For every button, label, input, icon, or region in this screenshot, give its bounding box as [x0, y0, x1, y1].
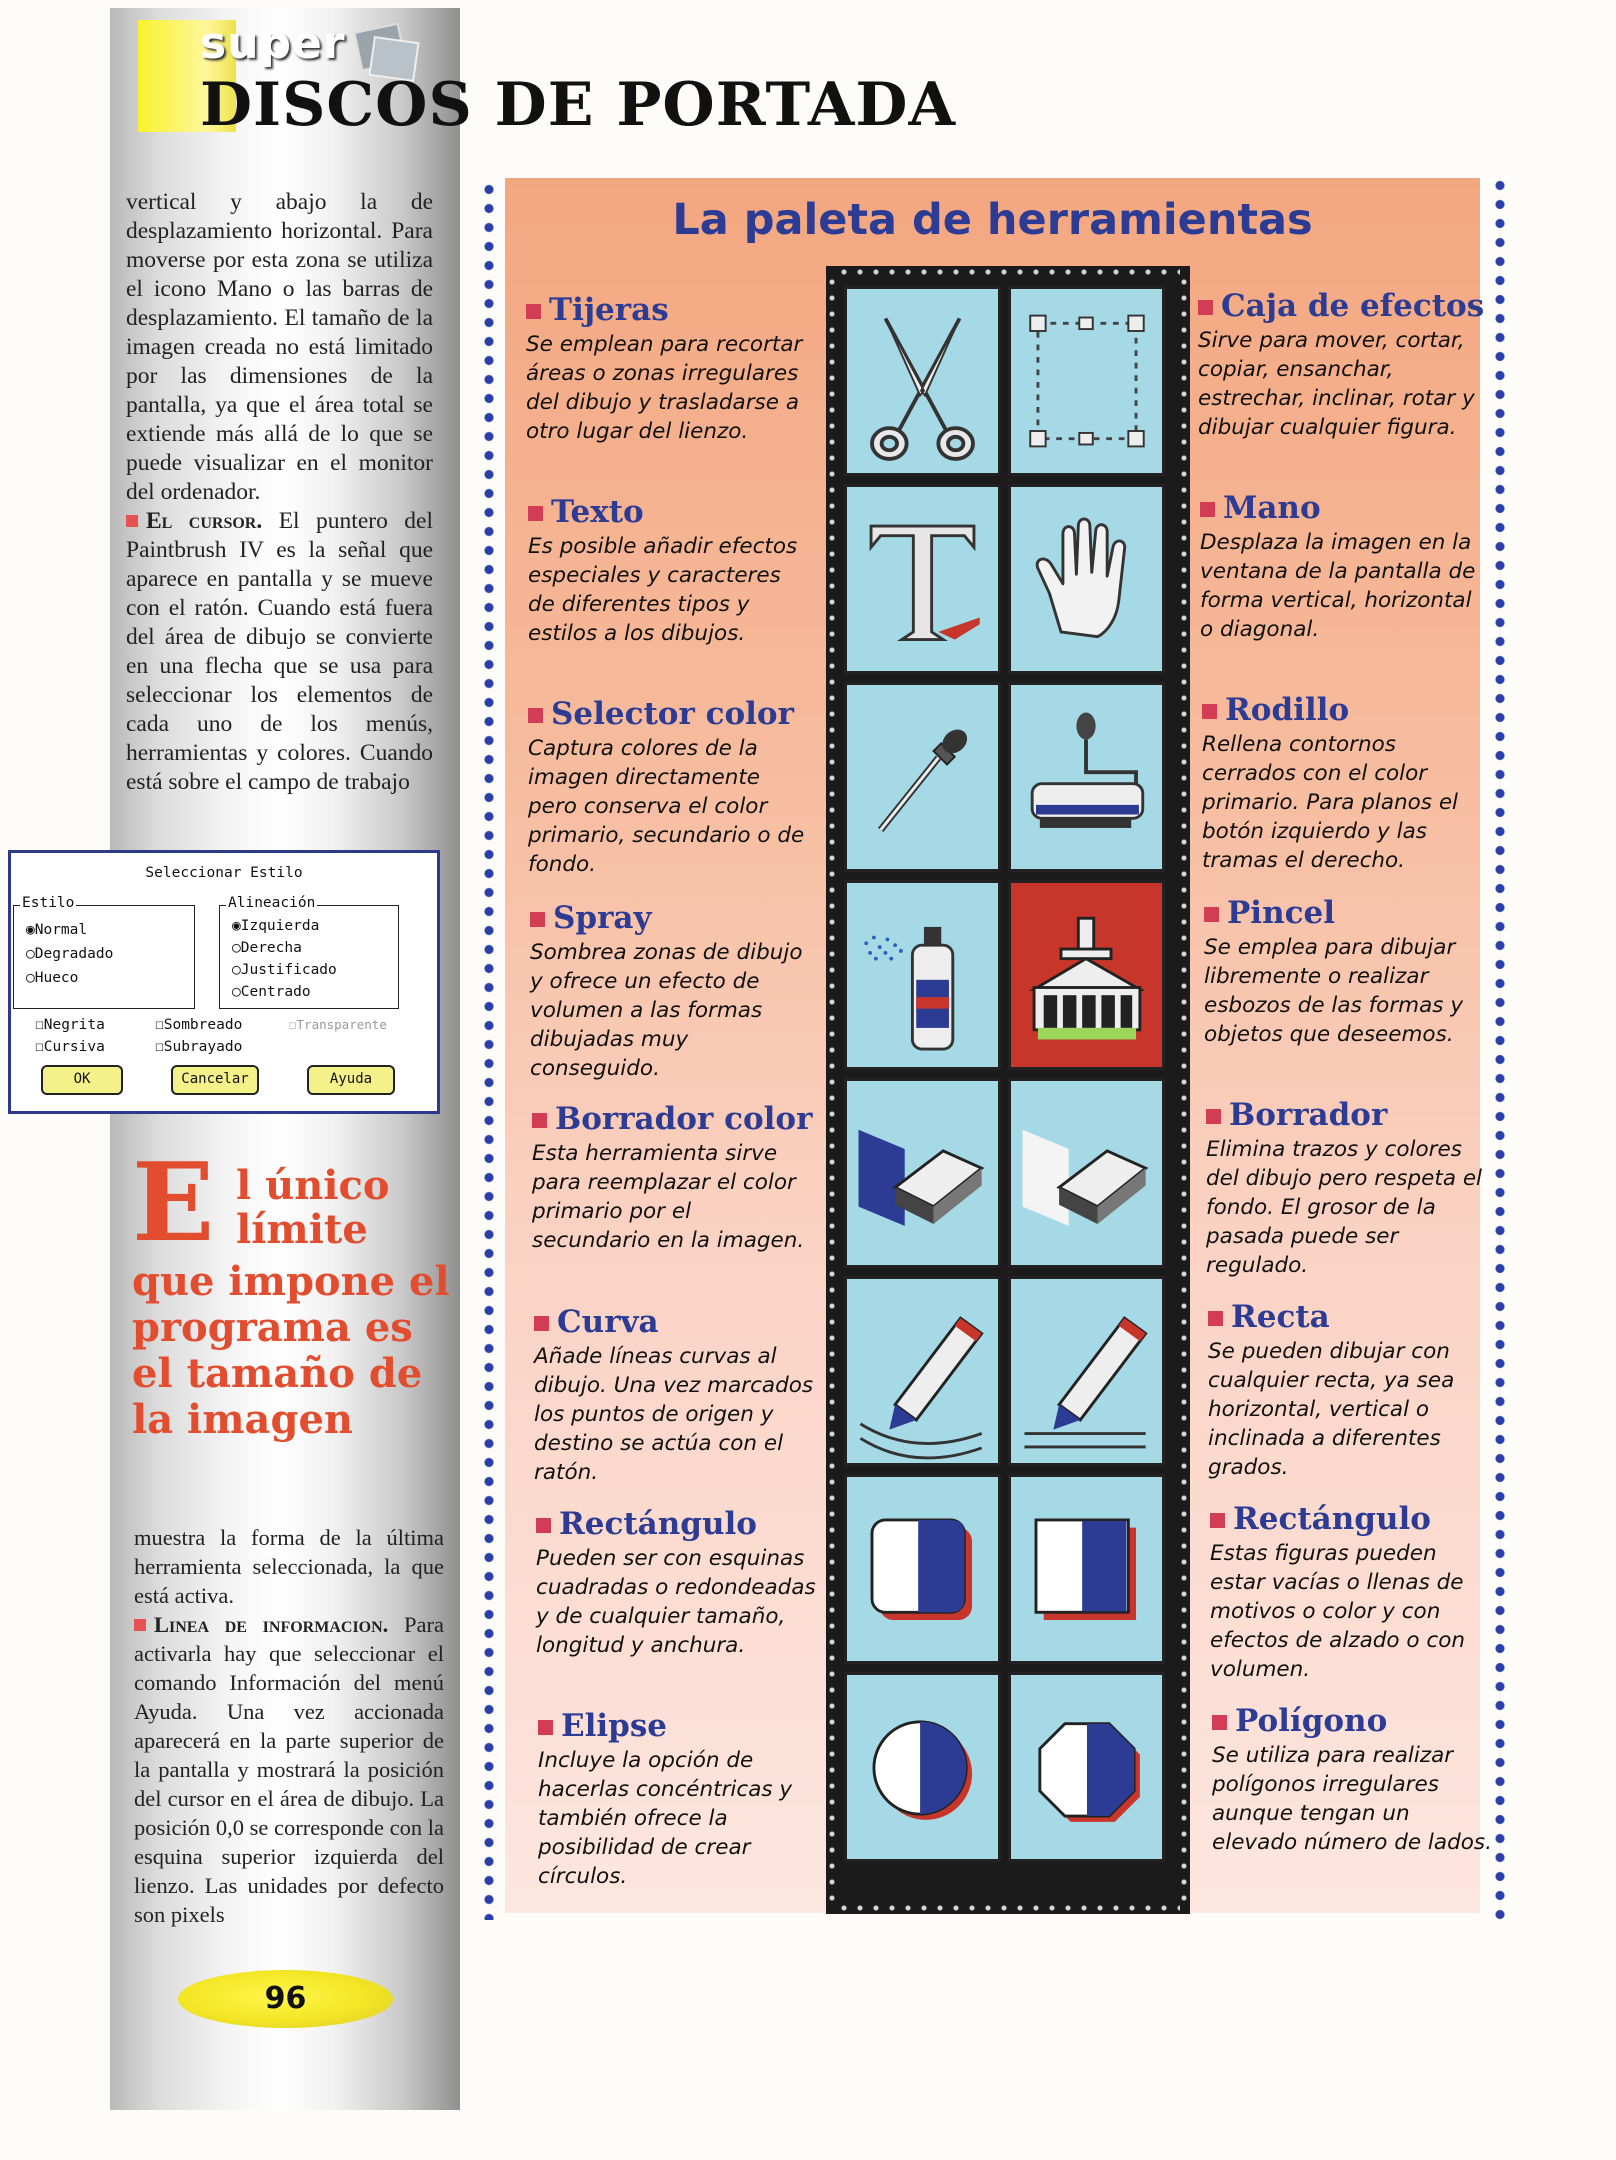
line-icon — [1011, 1279, 1162, 1463]
tool-curve[interactable] — [844, 1276, 1001, 1466]
bullet-square — [530, 912, 545, 927]
entry-description: Se emplean para recortar áreas o zonas irregulares del dibujo y trasladarse a otro lugar del lienzo. — [526, 332, 803, 444]
entry-title: Texto — [551, 494, 644, 530]
tool-filled-rectangle[interactable] — [1008, 1474, 1165, 1664]
entry-curva — [534, 1304, 814, 1487]
entry-title: Rectángulo — [1233, 1501, 1431, 1537]
panel-title: La paleta de herramientas — [672, 195, 1313, 245]
alignment-group — [219, 895, 399, 1009]
scissors-icon — [847, 289, 998, 473]
hand-icon — [1011, 487, 1162, 671]
radio-derecha[interactable]: ○Derecha — [232, 940, 302, 956]
radio-centrado[interactable]: ○Centrado — [232, 984, 311, 1000]
entry-title: Recta — [1231, 1299, 1330, 1335]
text-icon — [847, 487, 998, 671]
entry-title: Tijeras — [549, 292, 669, 328]
dotted-border-right — [1494, 176, 1506, 1920]
ellipse-icon — [847, 1675, 998, 1859]
tool-polygon[interactable] — [1008, 1672, 1165, 1862]
tool-color-picker[interactable] — [844, 682, 1001, 872]
ok-button[interactable]: OK — [41, 1065, 123, 1095]
entry-mano — [1200, 490, 1480, 644]
bullet-square — [532, 1113, 547, 1128]
bullet-square — [526, 304, 541, 319]
tool-rectangle[interactable] — [844, 1474, 1001, 1664]
entry-title: Spray — [553, 900, 652, 936]
tool-palette — [826, 266, 1190, 1914]
brush-icon — [1011, 883, 1162, 1067]
bullet-square — [126, 515, 138, 527]
paragraph-text: El puntero del Paintbrush IV es la señal que aparece en pantalla y se mueve con el ratón. Cuando está fuera del área de dibujo se convierte en una flecha que se usa para seleccionar los elementos de cada uno de los menús, herramientas y colores. Cuando está sobre el campo de trabajo — [126, 508, 433, 795]
page-number: 96 — [178, 1970, 393, 2028]
radio-hueco[interactable]: ○Hueco — [26, 970, 79, 986]
entry-description: Captura colores de la imagen directamente pero conserva el color primario, secundario o de fondo. — [528, 736, 805, 877]
entry-title: Curva — [557, 1304, 659, 1340]
entry-title: Rectángulo — [559, 1506, 757, 1542]
entry-description: Se emplea para dibujar libremente o realizar esbozos de las formas y objetos que deseemos. — [1204, 935, 1464, 1047]
bullet-square — [1198, 300, 1213, 315]
entry-description: Se pueden dibujar con cualquier recta, ya sea horizontal, vertical o inclinada a diferentes grados. — [1208, 1339, 1455, 1480]
checkbox-cursiva[interactable]: ☐Cursiva — [35, 1039, 105, 1055]
checkbox-sombreado[interactable]: ☐Sombreado — [155, 1017, 243, 1033]
brand-super: super — [200, 18, 346, 69]
entry-title: Pincel — [1227, 895, 1336, 931]
color-eraser-icon — [847, 1081, 998, 1265]
bullet-square — [1200, 502, 1215, 517]
entry-tijeras — [526, 292, 806, 446]
entry-title: Elipse — [561, 1708, 668, 1744]
cancel-button[interactable]: Cancelar — [171, 1065, 259, 1095]
entry-borrador — [1206, 1097, 1486, 1280]
entry-recta — [1208, 1299, 1488, 1482]
tool-spray[interactable] — [844, 880, 1001, 1070]
entry-description: Esta herramienta sirve para reemplazar el color primario por el secundario en la imagen. — [532, 1141, 805, 1253]
eraser-icon — [1011, 1081, 1162, 1265]
quote-rest: que impone el programa es el tamaño de la imagen — [132, 1258, 450, 1443]
bullet-square — [538, 1720, 553, 1735]
effects-box-icon — [1011, 289, 1162, 473]
dotted-border-left — [483, 180, 495, 1920]
paragraph — [134, 1610, 444, 1929]
polygon-icon — [1011, 1675, 1162, 1859]
tool-ellipse[interactable] — [844, 1672, 1001, 1862]
checkbox-transparente[interactable]: ☐Transparente — [289, 1017, 387, 1032]
tool-eraser[interactable] — [1008, 1078, 1165, 1268]
entry-description: Estas figuras pueden estar vacías o llenas de motivos o color y con efectos de alzado o con volumen. — [1210, 1541, 1466, 1682]
entry-title: Borrador color — [555, 1101, 813, 1137]
checkbox-subrayado[interactable]: ☐Subrayado — [155, 1039, 243, 1055]
entry-rectangulo-left — [536, 1506, 816, 1660]
entry-title: Borrador — [1229, 1097, 1388, 1133]
entry-texto — [528, 494, 808, 648]
style-group-label: Estilo — [22, 895, 75, 911]
tool-effects-box[interactable] — [1008, 286, 1165, 476]
radio-degradado[interactable]: ○Degradado — [26, 946, 114, 962]
entry-pincel — [1204, 895, 1484, 1049]
left-column-bottom — [134, 1523, 444, 1929]
bullet-square — [528, 506, 543, 521]
radio-normal[interactable]: ◉Normal — [26, 922, 88, 938]
tool-color-eraser[interactable] — [844, 1078, 1001, 1268]
bullet-square — [534, 1316, 549, 1331]
bullet-square — [528, 708, 543, 723]
tool-brush[interactable] — [1008, 880, 1165, 1070]
entry-title: Mano — [1223, 490, 1321, 526]
entry-description: Sombrea zonas de dibujo y ofrece un efecto de volumen a las formas dibujadas muy conseguido. — [530, 940, 803, 1081]
quote-line-2: límite — [236, 1206, 368, 1253]
paragraph: vertical y abajo la de desplazamiento horizontal. Para moverse por esta zona se utiliza el icono Mano o las barras de desplazamiento. El tamaño de la imagen creada no está limitado por las dimensiones de la pantalla, ya que el área total se extiende más allá de lo que se puede visualizar en el monitor del ordenador. — [126, 189, 433, 505]
entry-rectangulo-right — [1210, 1501, 1490, 1684]
checkbox-negrita[interactable]: ☐Negrita — [35, 1017, 105, 1033]
left-column-top — [126, 188, 433, 797]
bullet-square — [536, 1518, 551, 1533]
entry-description: Es posible añadir efectos especiales y caracteres de diferentes tipos y estilos a los dibujos. — [528, 534, 798, 646]
entry-description: Elimina trazos y colores del dibujo pero respeta el fondo. El grosor de la pasada puede ser regulado. — [1206, 1137, 1483, 1278]
paragraph: muestra la forma de la última herramienta seleccionada, la que está activa. — [134, 1525, 444, 1608]
select-style-dialog — [8, 850, 440, 1114]
entry-description: Pueden ser con esquinas cuadradas o redondeadas y de cualquier tamaño, longitud y anchura. — [536, 1546, 816, 1658]
entry-title: Polígono — [1235, 1703, 1388, 1739]
entry-spray — [530, 900, 810, 1083]
paragraph-text: Para activarla hay que seleccionar el comando Información del menú Ayuda. Una vez accionada aparecerá en la parte superior de la pantalla y mostrará la posición del cursor en el área de dibujo. La posición 0,0 se corresponde con la esquina superior izquierda del lienzo. Las unidades por defecto son pixels — [134, 1612, 444, 1927]
entry-description: Desplaza la imagen en la ventana de la pantalla de forma vertical, horizontal o diagonal. — [1200, 530, 1476, 642]
entry-description: Incluye la opción de hacerlas concéntricas y también ofrece la posibilidad de crear círculos. — [538, 1748, 793, 1889]
radio-justificado[interactable]: ○Justificado — [232, 962, 337, 978]
style-group — [13, 895, 195, 1009]
bullet-square — [1208, 1311, 1223, 1326]
entry-description: Sirve para mover, cortar, copiar, ensanchar, estrechar, inclinar, rotar y dibujar cualquier figura. — [1198, 328, 1475, 440]
tool-text[interactable] — [844, 484, 1001, 674]
curve-icon — [847, 1279, 998, 1463]
paragraph-lead: Linea de informacion. — [154, 1612, 389, 1637]
entry-description: Rellena contornos cerrados con el color primario. Para planos el botón izquierdo y las tramas el derecho. — [1202, 732, 1459, 873]
entry-title: Selector color — [551, 696, 794, 732]
page-title: DISCOS DE PORTADA — [200, 70, 957, 140]
entry-caja-de-efectos — [1198, 288, 1485, 442]
help-button[interactable]: Ayuda — [307, 1065, 395, 1095]
entry-elipse — [538, 1708, 818, 1891]
bullet-square — [1202, 704, 1217, 719]
entry-title: Rodillo — [1225, 692, 1350, 728]
dialog-title: Seleccionar Estilo — [145, 865, 303, 881]
entry-rodillo — [1202, 692, 1482, 875]
bullet-square — [1206, 1109, 1221, 1124]
alignment-group-label: Alineación — [228, 895, 316, 911]
tool-line[interactable] — [1008, 1276, 1165, 1466]
filled-rectangle-icon — [1011, 1477, 1162, 1661]
quote-line-1: l único — [236, 1162, 390, 1209]
bullet-square — [1212, 1715, 1227, 1730]
paint-roller-icon — [1011, 685, 1162, 869]
tool-hand[interactable] — [1008, 484, 1165, 674]
bullet-square — [1204, 907, 1219, 922]
rectangle-icon — [847, 1477, 998, 1661]
entry-title: Caja de efectos — [1221, 288, 1485, 324]
entry-selector-color — [528, 696, 808, 879]
paragraph — [126, 507, 433, 797]
tool-scissors[interactable] — [844, 286, 1001, 476]
entry-borrador-color — [532, 1101, 812, 1255]
drop-cap: E — [132, 1140, 215, 1266]
entry-poligono — [1212, 1703, 1492, 1857]
paragraph-lead: El cursor. — [146, 508, 263, 534]
color-picker-icon — [847, 685, 998, 869]
entry-description: Añade líneas curvas al dibujo. Una vez marcados los puntos de origen y destino se actúa con el ratón. — [534, 1344, 814, 1485]
spray-icon — [847, 883, 998, 1067]
radio-izquierda[interactable]: ◉Izquierda — [232, 918, 320, 934]
bullet-square — [134, 1619, 146, 1631]
bullet-square — [1210, 1513, 1225, 1528]
entry-description: Se utiliza para realizar polígonos irregulares aunque tengan un elevado número de lados. — [1212, 1743, 1492, 1855]
tool-paint-roller[interactable] — [1008, 682, 1165, 872]
